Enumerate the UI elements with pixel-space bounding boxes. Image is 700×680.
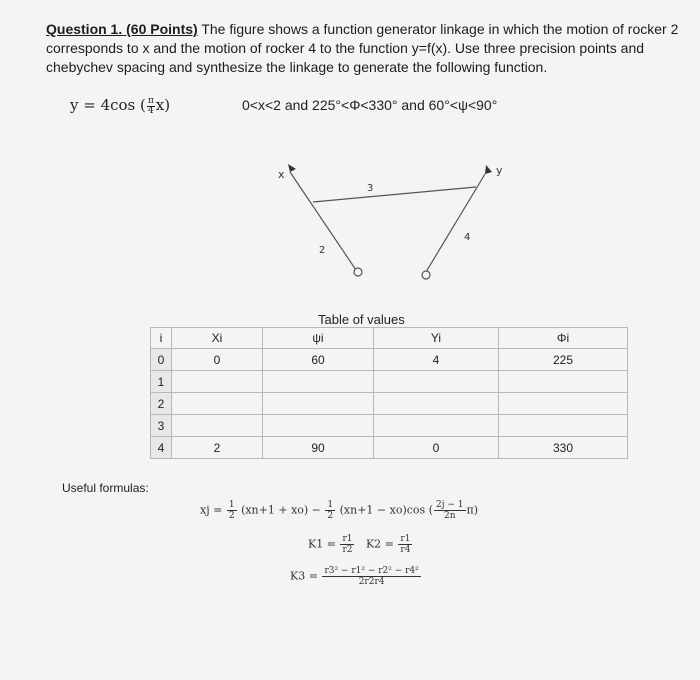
table-row: 3 [151, 415, 628, 437]
k3-formula: K3 = $\frac{\text{r3² − r1² − r2² − r4²}}{2r2r4}$ [290, 566, 419, 587]
function-fraction: $\frac{\pi}{4}$ [147, 95, 154, 116]
x-arrow-icon [288, 164, 296, 172]
label-x: x [278, 168, 285, 181]
question-text [46, 20, 686, 77]
header-psi: ψi [263, 328, 374, 349]
table-row: 2 [151, 393, 628, 415]
table-title: Table of values [318, 312, 405, 327]
label-y: y [496, 164, 503, 177]
table-row: 4 2 90 0 330 [151, 437, 628, 459]
ground-pivot-4 [422, 271, 430, 279]
header-yi: Yi [374, 328, 499, 349]
header-phi: Φi [499, 328, 628, 349]
k1-k2-formula: K1 = $\frac{r1}{r2}$ K2 = $\frac{r1}{r4}$ [308, 534, 411, 555]
table-header-row [151, 328, 628, 349]
coupler-3-link [313, 187, 476, 202]
range-constraints: 0<x<2 and 225°<Φ<330° and 60°<ψ<90° [242, 97, 498, 113]
ground-pivot-2 [354, 268, 362, 276]
useful-formulas-label: Useful formulas: [62, 481, 149, 495]
target-function [70, 96, 170, 116]
chebyshev-formula: xj = $\frac{1}{2}$ (xn+1 + xo) − $\frac{1}{2}$ (xn+1 − xo)cos ( $\frac{2j - 1}{2n}$ π) [200, 500, 479, 521]
label-3: 3 [367, 183, 374, 194]
question-body: The figure shows a function generator linkage in which the motion of rocker 2 corresponds to x and the motion of rocker 4 to the function y=f(x). Use three precision points and chebychev spacing and synthesize the linkage to generate the following function. [46, 21, 679, 75]
question-heading: Question 1. (60 Points) [46, 21, 198, 37]
linkage-diagram [260, 160, 520, 290]
label-2: 2 [319, 245, 326, 256]
header-i: i [151, 328, 172, 349]
table-row: 0 0 60 4 225 [151, 349, 628, 371]
table-row: 1 [151, 371, 628, 393]
y-arrow-icon [485, 165, 492, 174]
header-xi: Xi [172, 328, 263, 349]
label-4: 4 [464, 232, 471, 243]
function-lhs: y = 4cos ( [70, 96, 146, 114]
function-rhs: x) [155, 96, 171, 114]
values-table [150, 327, 628, 459]
